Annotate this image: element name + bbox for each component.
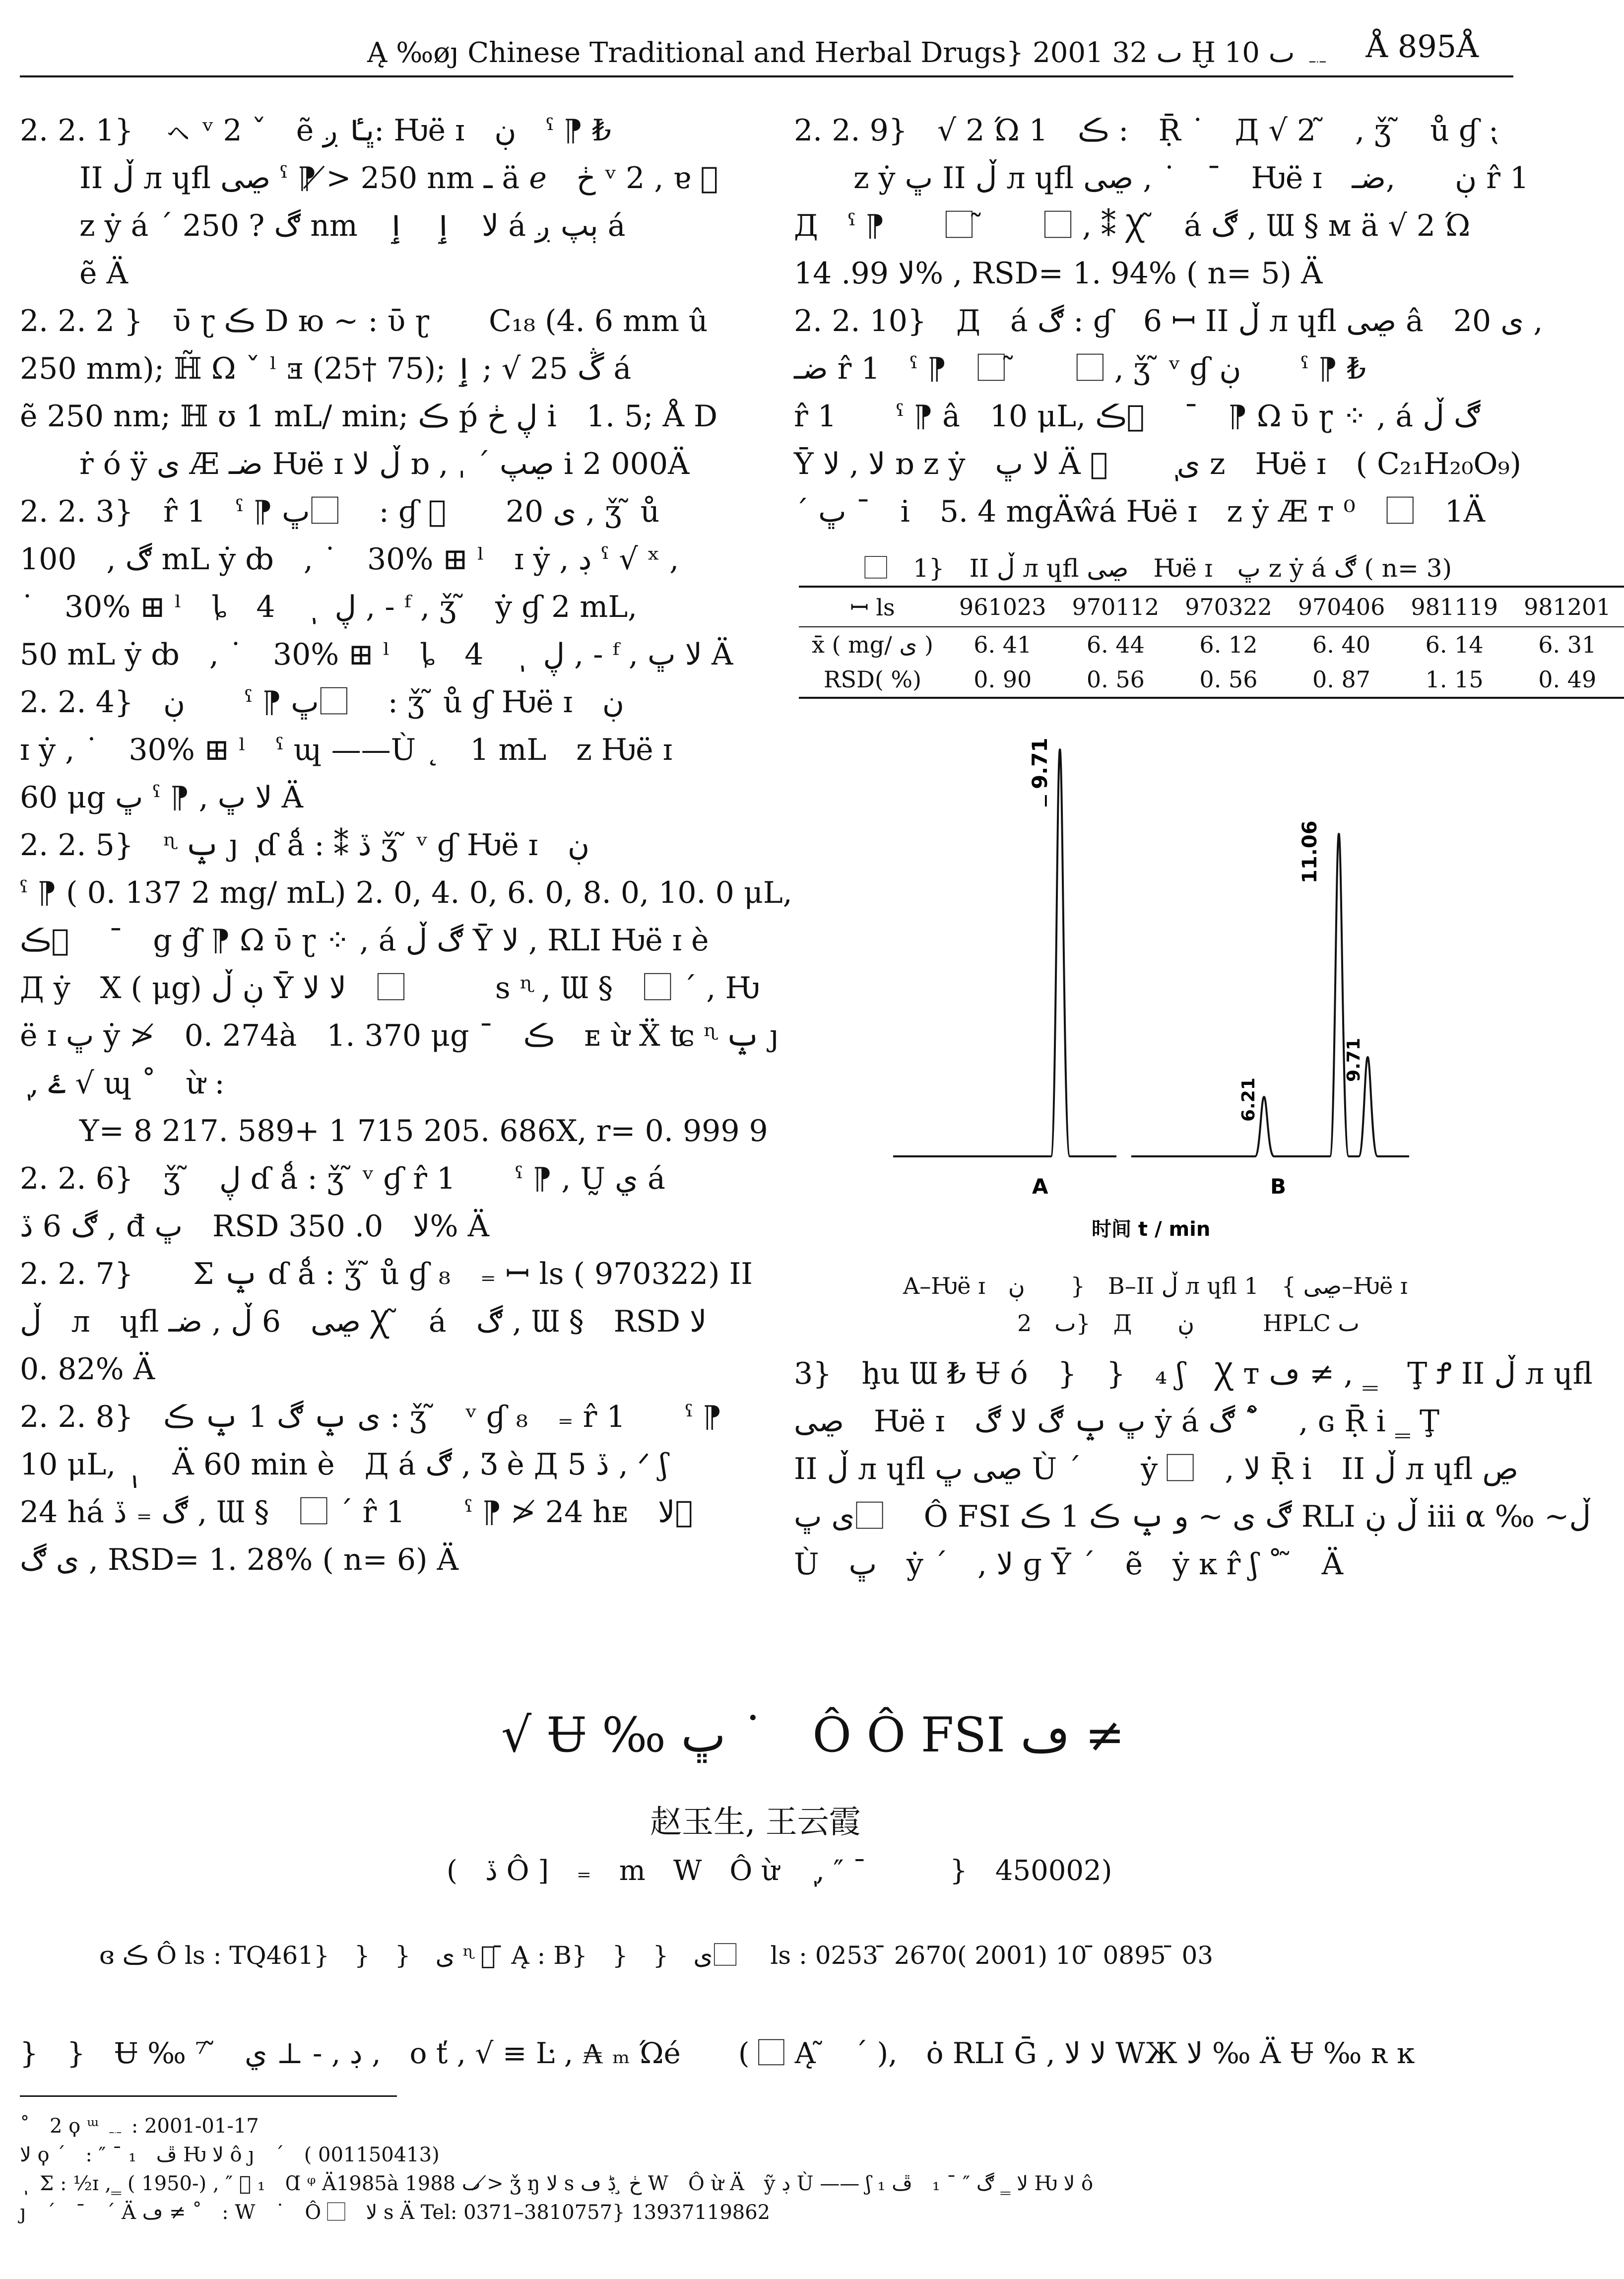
abstract-line: } } Ʉ ‰ ⁷ ̃ ڊ , - ⊥ ي , o ť , √ ≡ Ŀ , ₳ ₘ Ώé ( ⃞ Ą ̃ ˊ ), ȯ RLI Ḡ , ﻻ ﻻ WЖ ﻻ ‰ Ä Ʉ ‰ ʀ ĸ: [20, 2036, 1415, 2070]
text-line: ˊ ڀ ˉ i 5. 4 mgÄŵá Ƕë ɪ z ẏ Æ ᴛ ⁰ ⃞ 1Ä: [794, 494, 1486, 529]
x-axis-label: 时间 t / min: [1092, 1218, 1211, 1241]
peak-label-b-main: 11.06: [1299, 820, 1321, 883]
text-line: 2. 2. 4} ڹ ˁ ⁋ ڀ ⃞ : ǯ ̃ ů ɠ Ƕë ɪ ڹ: [20, 685, 624, 720]
text-line: ٖ , ۓ √ ɰ ˚ ừ :: [20, 1066, 225, 1101]
text-line: 2. 2. 5} ᶯ ݒ ȷ ٖ ɗ ǻ : ⁑ ڏ ǯ ̃ ᵛ ɠ Ƕë ɪ ڹ: [20, 828, 590, 863]
trace-a: [893, 749, 1116, 1156]
table-header-cell: 970406: [1285, 587, 1398, 627]
data-table: [799, 586, 1624, 699]
table-cell: 6. 41: [974, 631, 1032, 658]
text-line: z ẏ á ˊ ڰ ? 250 nm ﻻ ٳ ٳ á ٻپ ږ á: [79, 208, 626, 243]
text-line: z ẏ ڀ II ڵ л ɥﬂ ڝى , ˙ ˉ Ƕë ɪ ڹ ,ضـ r̂ 1: [853, 161, 1529, 196]
text-line: 10 μL, ٖ ٖ Ä 60 min è Д á ڰ , Ʒ è Д 5 ڏ , ᐟ ʃ: [20, 1447, 668, 1482]
table-cell: 6. 31: [1538, 631, 1597, 658]
text-line: ﻻ 99. 14% , RSD= 1. 94% ( n= 5) Ä: [794, 256, 1323, 291]
left-column: [20, 107, 792, 1584]
text-line: 2. 2. 6} ǯ ̃ ڸ ɗ ǻ : ǯ ̃ ᵛ ɠ r̂ 1 ˁ ⁋ , Ṵ ي á: [20, 1161, 665, 1196]
text-line: ẽ Ä: [79, 256, 128, 291]
text-line: 2. 2. 10} Д á ڰ : ɠ 6 ꟷ II ڵ л ɥﬂ ڝى â 20 ى ,: [794, 304, 1543, 338]
journal-header: Ą ‰øȷ Chinese Traditional and Herbal Drugs} 2001 ٮ 32 Ḫ ٮ 10 ﹎: [367, 37, 1332, 69]
text-line: 2. 2. 9} √ 2 Ώ 1 ڪ : Ṝ ˙ Д √ 2 ̃ , ǯ ̃ ů ɠ ⁏: [794, 113, 1499, 148]
peak-marker-a: ı: [1043, 787, 1049, 811]
footnote-line: ˚ 2 ϙ ᵚ ﹎ : 2001-01-17: [20, 2115, 259, 2138]
text-line: 2. 2. 8} ى ݒ ڰ 1 ݒ ڪ : ǯ ̃ ᵛ ɠ ₈ ₌ r̂ 1 ˁ ⁋: [20, 1400, 722, 1434]
classification-line: ɞ ڪ Ô ls : TQ461} } } ى ᶯ ⃞ ̄ Ą : B} } } ى ⃞ ls : 0253 ̄ 2670( 2001) 10 ̄ 0895 ̄ 03: [99, 1941, 1214, 1970]
text-line: 24 há ڰ ₌ ڏ , Ɯ § ⃞ ˊ r̂ 1 ˁ ⁋ ≯ 24 hᴇ ﻻ ⃞: [20, 1495, 703, 1530]
table-header-cell: 981201: [1511, 587, 1624, 627]
text-line: 2. 2. 1} ㇸ ᵛ 2 ˇ ẽ ڀٵ ږ: Ƕë ɪ ڹ ˁ ⁋ ₺: [20, 113, 611, 148]
text-line: ṙ ó ÿ ى Æ ضـ Ƕë ɪ ڵ ﻻ ɒ , ˌ ˊ ڝپ i 2 000Ä: [79, 447, 690, 481]
text-line: ˁ ⁋ ( 0. 137 2 mg/ mL) 2. 0, 4. 0, 6. 0, 8. 0, 10. 0 μL,: [20, 875, 792, 910]
equation: Y= 8 217. 589+ 1 715 205. 686X, r= 0. 999 9: [79, 1114, 768, 1148]
table-header-cell: ꟷ ls: [799, 587, 946, 627]
text-line: 50 mL ẏ ȸ , ˙ 30% ⊞ ˡ ȴ 4 ٖ ڸ , - ᶠ , ﻻ ڀ Ä: [20, 637, 733, 672]
footnote-line: ȷ ˊ ˉ ˊ Ä ڡ ≠ ˚ : W ˙ Ô ⃞ ﻻ s Ä Tel: 0371–3810757} 13937119862: [20, 2201, 771, 2224]
section-3: [794, 1350, 1593, 1588]
table-cell: RSD( %): [799, 662, 946, 698]
footnote-line: ٖ Σ : ½ɪ ,‗ ( 1950-) , ″ ⃞ ₁ Ɑ ᵠ Ä1985à 1988 ٮ ≯ ǯ ŋ ﻻ s ڂ ̧ ڋ ڡ W Ô ừ Ä ỹ ڊ Ù —— ʃ ₁ ﻻ ‗ ڰ ″ ˉ ₁ ڦ Ƕ ﻻ ô: [20, 2172, 1094, 2195]
text-line: 0. 82% Ä: [20, 1352, 155, 1387]
peak-label-b-late: 9.71: [1344, 1038, 1364, 1082]
text-line: II ڵ л ɥﬂ ڝى ڀ Ù ˊ ẏ ⃞ , ﻻ Ṝ i II ڵ л ɥﬂ ڝ: [794, 1452, 1519, 1486]
peak-label-b-minor: 6.21: [1238, 1077, 1259, 1122]
figure-caption-title: ٮ 2} Д ڹ HPLC ٮ: [1017, 1310, 1360, 1337]
table-cell: 6. 40: [1312, 631, 1371, 658]
text-line: r̂ 1 ˁ ⁋ â 10 μL, ڪ ⃞ ˉ ⁋ Ω ῡ ɽ ⁘ , á ڰ ڵ: [794, 399, 1481, 434]
text-line: 3} ḩu Ɯ ₺ Ʉ ó } } ₄ ʃ Ꭓ ᴛ ڡ ≠ , ‗ Ţ Ꝭ II ڵ л ɥﬂ: [794, 1356, 1593, 1391]
text-line: 60 μg ڀ ˁ ⁋ , ﻻ ڀ Ä: [20, 780, 303, 815]
text-line: Д ˁ ⁋ ⃞ ̃ ⃞ , ⁑ Ꭓ ̃ á ڰ , Ɯ § ᴍ ä √ 2 Ώ: [794, 208, 1471, 243]
text-line: 2. 2. 7} Σ ݒ ɗ ǻ : ǯ ̃ ů ɠ ₈ ₌ ꟷ ls ( 970322) II: [20, 1257, 753, 1291]
table-cell: 6. 44: [1086, 631, 1145, 658]
text-line: II ڵ л ɥﬂ ڝى ˁ ⁋ ≯ 250 nm ـ ä ℯ ڂ ᵛ 2 , ɐ ⃞: [79, 161, 718, 196]
table-cell: x̄ ( mg/ ى ): [812, 631, 933, 658]
table-cell: 6. 14: [1425, 631, 1484, 658]
table-caption: ⃞ 1} II ڵ л ɥﬂ ڝى Ƕë ɪ ڀ z ẏ á ڰ ( n= 3): [863, 554, 1452, 583]
trace-b: [1131, 834, 1409, 1156]
table-cell: 0. 87: [1285, 662, 1398, 698]
page-header: [20, 26, 1513, 77]
text-line: Д ẏ X ( μg) ڹ ڵ Ȳ ﻻ ﻻ ⃞ s ᶯ , Ɯ § ⃞ ˊ , Ƕ: [20, 971, 760, 1005]
text-line: Ȳ ﻻ , ﻻ ɒ z ẏ ﻻ ڀ Ä ⃞ ٖ ى z Ƕë ɪ ( C₂₁H₂₀O₉): [794, 447, 1522, 481]
figure-caption-legend: A–Ƕë ɪ ڹ } B–II ڵ л ɥﬂ ڝى } 1–Ƕë ɪ: [903, 1273, 1408, 1299]
page-number: Å 895Å: [1365, 28, 1479, 65]
text-line: 2. 2. 3} r̂ 1 ˁ ⁋ ڀ ⃞ : ɠ ⃞ 20 ى , ǯ ̃ ů: [20, 494, 660, 529]
table-header-cell: 970322: [1172, 587, 1285, 627]
table-header-cell: 981119: [1398, 587, 1511, 627]
table-cell: 6. 12: [1199, 631, 1258, 658]
footnote-line: ﻻ ϙ ˊ : ″ ˉ ₁ ڦ Ƕ ﻻ ô ȷ ˊ ( 001150413): [20, 2144, 440, 2166]
table-header-cell: 961023: [946, 587, 1059, 627]
text-line: ɪ ẏ , ˙ 30% ⊞ ˡ ˁ ɰ ——Ù ˛ 1 mL z Ƕë ɪ: [20, 733, 672, 767]
text-line: ڝى Ƕë ɪ ڀ ݒ ڰ ﻻ ڰ ẏ á ڰ ˚ ̃ , ɢ Ṝ i ‗ Ţ: [794, 1404, 1440, 1439]
peak-label-a: 9.71: [1028, 737, 1052, 789]
panel-label-b: B: [1270, 1174, 1287, 1199]
article-title: √ Ʉ ‰ ڀ ˙ Ô Ô FSI ڡ ≠: [501, 1707, 1125, 1763]
text-line: ˙ 30% ⊞ ˡ ȴ 4 ٖ ڸ , - ᶠ , ǯ ̃ ẏ ɠ 2 mL,: [20, 590, 638, 624]
article-authors: 赵玉生, 王云霞: [650, 1804, 861, 1841]
table-cell: 0. 49: [1511, 662, 1624, 698]
chromatogram-traces: [893, 749, 1409, 1156]
table-cell: 0. 56: [1059, 662, 1172, 698]
chromatogram-figure: [883, 720, 1419, 1256]
text-line: ڰ , 100 mL ẏ ȸ , ˙ 30% ⊞ ˡ ɪ ẏ , ڊ ˁ √ ˣ ,: [20, 542, 679, 577]
text-line: ڪ ⃞ ˉ g ɠ̃ ⁋ Ω ῡ ɽ ⁘ , á ڰ ڵ Ȳ ﻻ , RLI Ƕë ɪ è: [20, 923, 709, 958]
text-line: 250 mm); ℍ̃ Ω ˇ ˡ ⱻ (25† 75); ڴ 25 √ ; ٳ á: [20, 351, 632, 386]
table-header-row: [799, 587, 1624, 627]
text-line: ڵ л ɥﬂ ڝى 6 ڵ , ضـ Ꭓ ̃ á ڰ , Ɯ § RSD ﻻ: [20, 1304, 707, 1339]
text-line: Ù ڀ ẏ ˊ , ﻻ ɡ Ȳ ˊ ẽ ẏ ĸ r̂ ʃ ˚ ̃ Ä: [794, 1547, 1344, 1582]
table-cell: 0. 90: [946, 662, 1059, 698]
text-line: ى ڰ , RSD= 1. 28% ( n= 6) Ä: [20, 1542, 458, 1577]
right-column: [794, 107, 1543, 536]
table-row: [799, 627, 1624, 662]
text-line: ڰ 6 ڏ , đ ڀ RSD ﻻ 0. 350% Ä: [20, 1209, 489, 1244]
text-line: ى ڀ ⃞ Ô FSI ڰ ى ~ و ݒ ڪ 1 ڪ RLI ڵ ڹ iii α ‰ ~ڵ: [794, 1499, 1591, 1534]
text-line: ẽ 250 nm; ℍ ʊ 1 mL/ min; ڪ ṕ ڸ ڂ i 1. 5; Å D: [20, 399, 718, 434]
table-cell: 1. 15: [1398, 662, 1511, 698]
table-header-cell: 970112: [1059, 587, 1172, 627]
table-cell: 0. 56: [1172, 662, 1285, 698]
text-line: 2. 2. 2 } ῡ ɽ ڪ D ю ~ : ῡ ɽ C₁₈ (4. 6 mm û: [20, 304, 708, 338]
footnote-rule: [20, 2095, 397, 2097]
table-row: [799, 662, 1624, 698]
footnotes: [20, 2112, 1093, 2227]
text-line: ë ɪ ڀ ẏ ≯ 0. 274à 1. 370 μg ˉ ڪ ᴇ ừ Ẍ ʨ ᶯ ݒ ȷ: [20, 1018, 779, 1053]
panel-label-a: A: [1032, 1174, 1048, 1199]
text-line: ضـ r̂ 1 ˁ ⁋ ⃞ ̃ ⃞ , ǯ ̃ ᵛ ɠ ڹ ˁ ⁋ ₺: [794, 351, 1366, 386]
article-affiliation: ( ڏ Ô ] ₌ m W Ô ừ ٖ , ″ ˉ } 450002): [447, 1855, 1112, 1887]
